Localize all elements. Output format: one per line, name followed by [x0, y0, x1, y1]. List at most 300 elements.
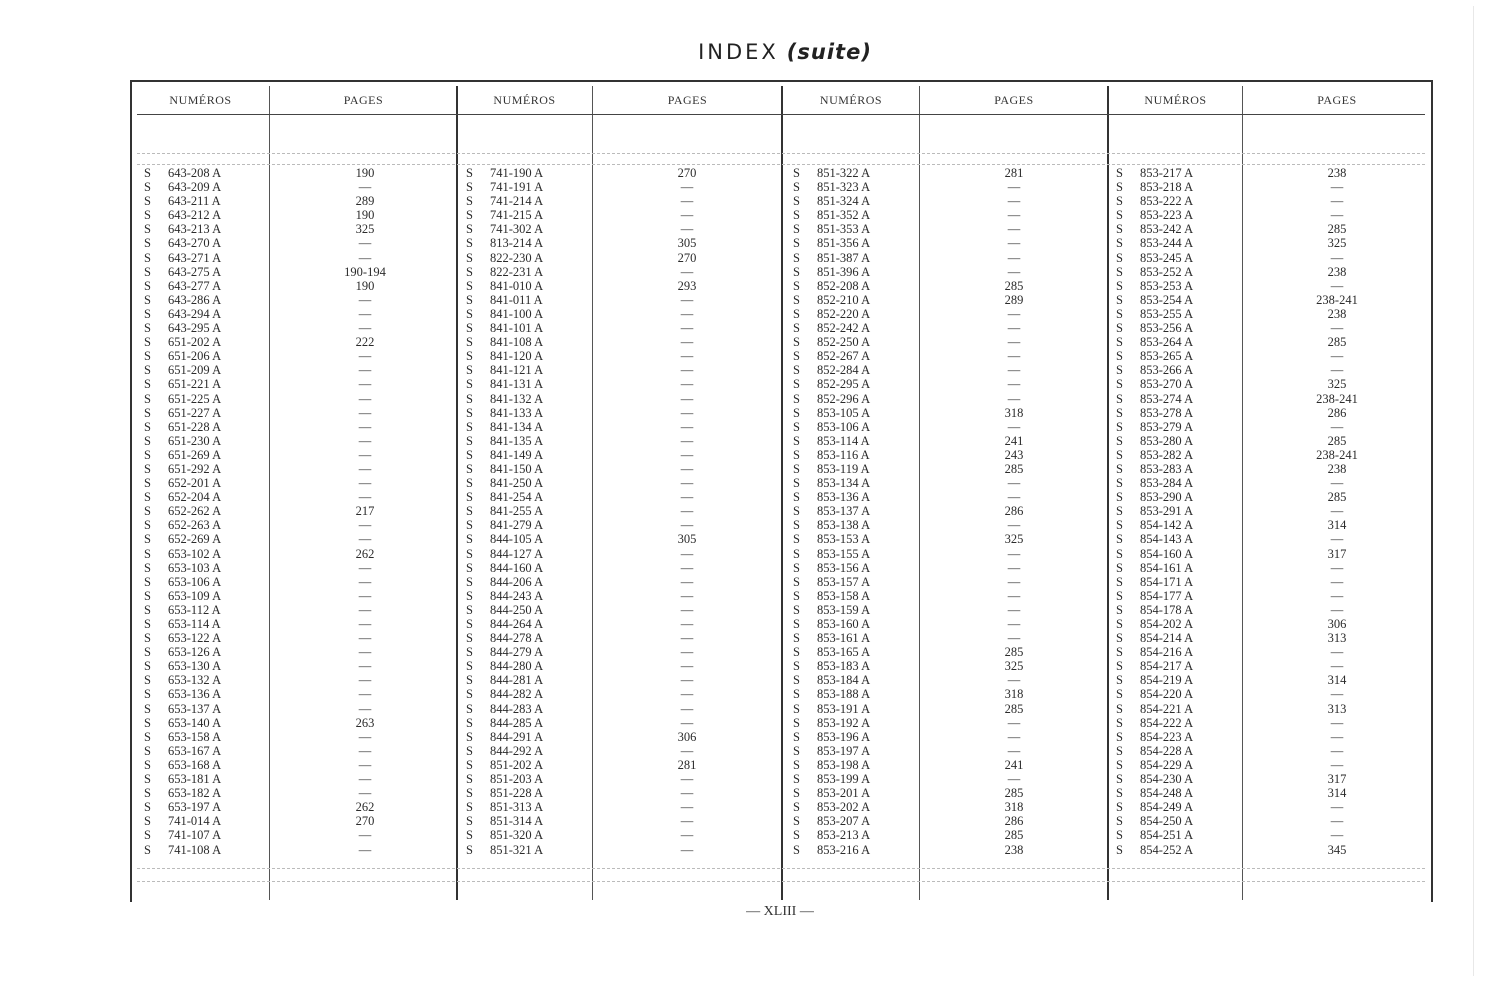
page-ref: 306 [1327, 617, 1347, 631]
index-entry [466, 476, 590, 490]
index-entry [793, 222, 917, 236]
index-entry [793, 307, 917, 321]
part-number: 844-282 A [490, 687, 544, 702]
index-entry [793, 645, 917, 659]
index-entry [144, 730, 268, 744]
part-number: 844-283 A [490, 701, 544, 716]
index-entry [1116, 321, 1240, 335]
index-entry [466, 321, 590, 335]
index-entry [793, 293, 917, 307]
part-number: 851-202 A [490, 757, 544, 772]
page-ref: — [1330, 349, 1344, 364]
index-entry [793, 504, 917, 518]
page-ref: 190 [355, 166, 375, 180]
index-entry [466, 335, 590, 349]
prefix-letter: S [144, 800, 151, 815]
prefix-letter: S [144, 701, 151, 716]
page-ref: 270 [677, 166, 697, 180]
prefix-letter: S [466, 701, 473, 716]
prefix-letter: S [1116, 729, 1123, 744]
prefix-letter: S [466, 447, 473, 462]
prefix-letter: S [1116, 405, 1123, 420]
index-entry [1116, 814, 1240, 828]
page-ref: 314 [1327, 786, 1347, 801]
page-ref: 238-241 [1316, 391, 1358, 406]
part-number: 854-229 A [1140, 757, 1194, 772]
page-ref: 318 [1004, 800, 1024, 815]
page-ref: — [1330, 419, 1344, 434]
part-number: 854-178 A [1140, 602, 1194, 617]
prefix-letter: S [466, 687, 473, 702]
page-ref: — [358, 250, 372, 265]
part-number: 652-269 A [168, 532, 222, 547]
page-ref: — [680, 264, 694, 279]
prefix-letter: S [793, 757, 800, 772]
prefix-letter: S [793, 617, 800, 631]
part-number: 853-191 A [817, 701, 871, 716]
part-number: 853-242 A [1140, 222, 1194, 237]
part-number: 853-284 A [1140, 476, 1194, 491]
prefix-letter: S [466, 546, 473, 561]
page-ref: — [1330, 800, 1344, 815]
column-rule [592, 86, 593, 900]
index-entry [793, 843, 917, 857]
prefix-letter: S [466, 574, 473, 589]
index-entry [793, 547, 917, 561]
part-number: 853-155 A [817, 546, 871, 561]
index-entry [144, 575, 268, 589]
page-ref: — [1007, 673, 1021, 688]
part-number: 854-143 A [1140, 532, 1194, 547]
part-number: 643-294 A [168, 306, 222, 321]
prefix-letter: S [1116, 532, 1123, 547]
part-number: 643-211 A [168, 194, 221, 209]
part-number: 853-282 A [1140, 447, 1194, 462]
page-ref: — [680, 518, 694, 533]
part-number: 841-132 A [490, 391, 544, 406]
prefix-letter: S [793, 236, 800, 251]
page-ref: — [680, 786, 694, 801]
page-ref: — [1330, 814, 1344, 829]
prefix-letter: S [793, 701, 800, 716]
index-entry [793, 828, 917, 842]
prefix-letter: S [793, 631, 800, 646]
page-ref: 270 [355, 814, 375, 829]
page-ref: 289 [1004, 292, 1024, 307]
page-ref: — [1330, 250, 1344, 265]
index-entry [793, 363, 917, 377]
index-entry [466, 222, 590, 236]
part-number: 643-212 A [168, 208, 222, 223]
part-number: 643-209 A [168, 180, 222, 195]
part-number: 741-190 A [490, 166, 544, 180]
header-rule [137, 114, 1425, 115]
prefix-letter: S [1116, 476, 1123, 491]
index-entry [466, 434, 590, 448]
index-entry [1116, 208, 1240, 222]
part-number: 844-279 A [490, 645, 544, 660]
part-number: 853-278 A [1140, 405, 1194, 420]
page-ref: 241 [1004, 433, 1024, 448]
part-number: 853-156 A [817, 560, 871, 575]
page-ref: 325 [1004, 532, 1024, 547]
index-entry [466, 631, 590, 645]
index-entry [466, 504, 590, 518]
part-number: 851-323 A [817, 180, 871, 195]
page-ref: — [1007, 208, 1021, 223]
prefix-letter: S [144, 588, 151, 603]
part-number: 852-284 A [817, 363, 871, 378]
page-ref: — [1007, 363, 1021, 378]
part-number: 643-208 A [168, 166, 222, 180]
prefix-letter: S [793, 518, 800, 533]
part-number: 822-230 A [490, 250, 544, 265]
prefix-letter: S [466, 321, 473, 336]
page-ref: — [680, 645, 694, 660]
index-entry [144, 744, 268, 758]
part-number: 853-196 A [817, 729, 871, 744]
index-entry [144, 180, 268, 194]
page-ref: — [358, 306, 372, 321]
prefix-letter: S [793, 222, 800, 237]
part-number: 853-153 A [817, 532, 871, 547]
index-entry [466, 589, 590, 603]
index-entry [466, 730, 590, 744]
page-ref: — [1007, 306, 1021, 321]
page-ref: — [680, 490, 694, 505]
page-ref: 222 [355, 335, 375, 350]
prefix-letter: S [466, 335, 473, 350]
index-entry [466, 843, 590, 857]
prefix-letter: S [1116, 194, 1123, 209]
page-ref: 313 [1327, 631, 1347, 646]
index-entry [793, 279, 917, 293]
prefix-letter: S [144, 391, 151, 406]
prefix-letter: S [1116, 222, 1123, 237]
prefix-letter: S [466, 490, 473, 505]
page-ref: — [1330, 574, 1344, 589]
prefix-letter: S [466, 180, 473, 195]
prefix-letter: S [144, 405, 151, 420]
prefix-letter: S [1116, 419, 1123, 434]
index-entry [1116, 406, 1240, 420]
index-entry [793, 180, 917, 194]
part-number: 851-320 A [490, 828, 544, 843]
prefix-letter: S [793, 574, 800, 589]
prefix-letter: S [793, 405, 800, 420]
numeros-column [1116, 166, 1240, 857]
page-ref: — [358, 842, 372, 857]
part-number: 851-313 A [490, 800, 544, 815]
prefix-letter: S [466, 377, 473, 392]
index-entry [793, 236, 917, 250]
page-ref: — [358, 631, 372, 646]
part-number: 653-126 A [168, 645, 222, 660]
page-ref: — [1330, 476, 1344, 491]
part-number: 653-140 A [168, 715, 222, 730]
part-number: 854-161 A [1140, 560, 1194, 575]
prefix-letter: S [144, 574, 151, 589]
page-ref: — [680, 292, 694, 307]
index-entry [144, 293, 268, 307]
page-ref: — [680, 433, 694, 448]
pages-column [949, 166, 1079, 857]
part-number: 651-206 A [168, 349, 222, 364]
part-number: 854-216 A [1140, 645, 1194, 660]
part-number: 653-167 A [168, 743, 222, 758]
index-entry [1116, 589, 1240, 603]
page-ref: 318 [1004, 687, 1024, 702]
page-ref: 286 [1327, 405, 1347, 420]
part-number: 841-133 A [490, 405, 544, 420]
page-number: — XLIII — [746, 904, 814, 919]
page-ref: — [358, 743, 372, 758]
index-entry [1116, 504, 1240, 518]
part-number: 741-214 A [490, 194, 544, 209]
part-number: 844-105 A [490, 532, 544, 547]
page-ref: 285 [1004, 645, 1024, 660]
index-entry [793, 321, 917, 335]
page-ref: — [680, 659, 694, 674]
prefix-letter: S [466, 461, 473, 476]
part-number: 841-131 A [490, 377, 544, 392]
part-number: 653-102 A [168, 546, 222, 561]
part-number: 853-283 A [1140, 461, 1194, 476]
index-entry [793, 532, 917, 546]
prefix-letter: S [466, 433, 473, 448]
page-ref: 285 [1004, 701, 1024, 716]
index-entry [144, 377, 268, 391]
prefix-letter: S [144, 828, 151, 843]
page-ref: — [1007, 335, 1021, 350]
page-ref: — [680, 461, 694, 476]
prefix-letter: S [1116, 772, 1123, 787]
index-entry [793, 772, 917, 786]
part-number: 853-213 A [817, 828, 871, 843]
numeros-column [466, 166, 590, 857]
index-entry [144, 617, 268, 631]
part-number: 741-191 A [490, 180, 544, 195]
index-entry [144, 504, 268, 518]
part-number: 853-222 A [1140, 194, 1194, 209]
prefix-letter: S [466, 842, 473, 857]
prefix-letter: S [1116, 391, 1123, 406]
part-number: 854-223 A [1140, 729, 1194, 744]
part-number: 854-248 A [1140, 786, 1194, 801]
page-ref: 305 [677, 236, 697, 251]
index-entry [1116, 363, 1240, 377]
index-entry [1116, 631, 1240, 645]
prefix-letter: S [466, 363, 473, 378]
index-entry [793, 377, 917, 391]
page-ref: — [1330, 532, 1344, 547]
page-ref: — [680, 208, 694, 223]
index-entry [144, 645, 268, 659]
index-entry [144, 659, 268, 673]
part-number: 854-249 A [1140, 800, 1194, 815]
header-numeros: NUMÉROS [493, 93, 556, 107]
part-number: 853-197 A [817, 743, 871, 758]
index-entry [1116, 279, 1240, 293]
page-ref: 345 [1327, 842, 1347, 857]
index-entry [466, 293, 590, 307]
index-entry [793, 716, 917, 730]
index-entry [144, 631, 268, 645]
page-ref: 314 [1327, 673, 1347, 688]
part-number: 852-295 A [817, 377, 871, 392]
page-ref: — [1330, 828, 1344, 843]
part-number: 854-202 A [1140, 617, 1194, 631]
prefix-letter: S [144, 532, 151, 547]
part-number: 853-158 A [817, 588, 871, 603]
page-ref: — [680, 447, 694, 462]
prefix-letter: S [144, 250, 151, 265]
part-number: 852-250 A [817, 335, 871, 350]
page-ref: — [1007, 490, 1021, 505]
part-number: 841-121 A [490, 363, 544, 378]
part-number: 653-168 A [168, 757, 222, 772]
part-number: 852-210 A [817, 292, 871, 307]
page-ref: — [1330, 659, 1344, 674]
page-ref: — [680, 842, 694, 857]
prefix-letter: S [1116, 264, 1123, 279]
prefix-letter: S [144, 264, 151, 279]
prefix-letter: S [1116, 236, 1123, 251]
page-ref: — [1330, 743, 1344, 758]
index-entry [144, 321, 268, 335]
prefix-letter: S [1116, 560, 1123, 575]
prefix-letter: S [144, 433, 151, 448]
index-entry [144, 434, 268, 448]
page-ref: — [358, 574, 372, 589]
prefix-letter: S [466, 264, 473, 279]
page-ref: — [1007, 772, 1021, 787]
part-number: 741-108 A [168, 842, 222, 857]
page-ref: 285 [1327, 433, 1347, 448]
prefix-letter: S [466, 476, 473, 491]
page-ref: 285 [1004, 278, 1024, 293]
part-number: 853-274 A [1140, 391, 1194, 406]
part-number: 652-201 A [168, 476, 222, 491]
part-number: 853-183 A [817, 659, 871, 674]
part-number: 653-109 A [168, 588, 222, 603]
page-ref: — [358, 701, 372, 716]
index-entry [466, 547, 590, 561]
part-number: 853-255 A [1140, 306, 1194, 321]
index-entry [466, 659, 590, 673]
part-number: 841-279 A [490, 518, 544, 533]
index-entry [466, 575, 590, 589]
part-number: 854-142 A [1140, 518, 1194, 533]
page-ref: — [1007, 560, 1021, 575]
part-number: 643-277 A [168, 278, 222, 293]
part-number: 854-251 A [1140, 828, 1194, 843]
index-entry [793, 730, 917, 744]
page-ref: — [680, 828, 694, 843]
prefix-letter: S [793, 786, 800, 801]
index-entry [466, 462, 590, 476]
part-number: 851-356 A [817, 236, 871, 251]
page-ref: 289 [355, 194, 375, 209]
page-ref: — [680, 687, 694, 702]
index-entry [144, 673, 268, 687]
index-entry [144, 462, 268, 476]
index-entry [1116, 236, 1240, 250]
page-ref: — [680, 476, 694, 491]
part-number: 854-222 A [1140, 715, 1194, 730]
index-entry [466, 828, 590, 842]
index-entry [793, 673, 917, 687]
index-entry [466, 561, 590, 575]
prefix-letter: S [466, 757, 473, 772]
part-number: 853-199 A [817, 772, 871, 787]
part-number: 853-252 A [1140, 264, 1194, 279]
index-entry [466, 265, 590, 279]
page-ref: — [1007, 222, 1021, 237]
prefix-letter: S [793, 264, 800, 279]
index-entry [1116, 335, 1240, 349]
part-number: 853-254 A [1140, 292, 1194, 307]
page-ref: — [358, 391, 372, 406]
header-pages: PAGES [343, 93, 384, 107]
part-number: 651-209 A [168, 363, 222, 378]
prefix-letter: S [144, 321, 151, 336]
prefix-letter: S [144, 814, 151, 829]
prefix-letter: S [1116, 504, 1123, 519]
page-ref: — [1330, 602, 1344, 617]
index-entry [466, 363, 590, 377]
page-ref: — [358, 673, 372, 688]
prefix-letter: S [1116, 574, 1123, 589]
index-entry [793, 744, 917, 758]
prefix-letter: S [1116, 250, 1123, 265]
part-number: 653-122 A [168, 631, 222, 646]
index-entry [466, 180, 590, 194]
page-ref: — [358, 419, 372, 434]
prefix-letter: S [466, 631, 473, 646]
page-ref: — [680, 772, 694, 787]
prefix-letter: S [1116, 306, 1123, 321]
part-number: 853-198 A [817, 757, 871, 772]
index-entry [1116, 377, 1240, 391]
prefix-letter: S [144, 278, 151, 293]
page-ref: — [680, 631, 694, 646]
part-number: 853-184 A [817, 673, 871, 688]
part-number: 853-216 A [817, 842, 871, 857]
index-entry [1116, 828, 1240, 842]
index-entry [144, 363, 268, 377]
index-entry [1116, 702, 1240, 716]
index-entry [144, 194, 268, 208]
prefix-letter: S [144, 560, 151, 575]
prefix-letter: S [793, 645, 800, 660]
page-ref: 263 [355, 715, 375, 730]
index-entry [144, 222, 268, 236]
page-ref: — [1007, 602, 1021, 617]
index-entry [144, 251, 268, 265]
prefix-letter: S [793, 363, 800, 378]
page-ref: — [1330, 588, 1344, 603]
prefix-letter: S [144, 518, 151, 533]
prefix-letter: S [1116, 278, 1123, 293]
dotted-rule [137, 881, 1425, 882]
part-number: 844-206 A [490, 574, 544, 589]
index-entry [1116, 194, 1240, 208]
prefix-letter: S [793, 166, 800, 180]
prefix-letter: S [793, 673, 800, 688]
page-ref: — [680, 180, 694, 195]
prefix-letter: S [793, 349, 800, 364]
